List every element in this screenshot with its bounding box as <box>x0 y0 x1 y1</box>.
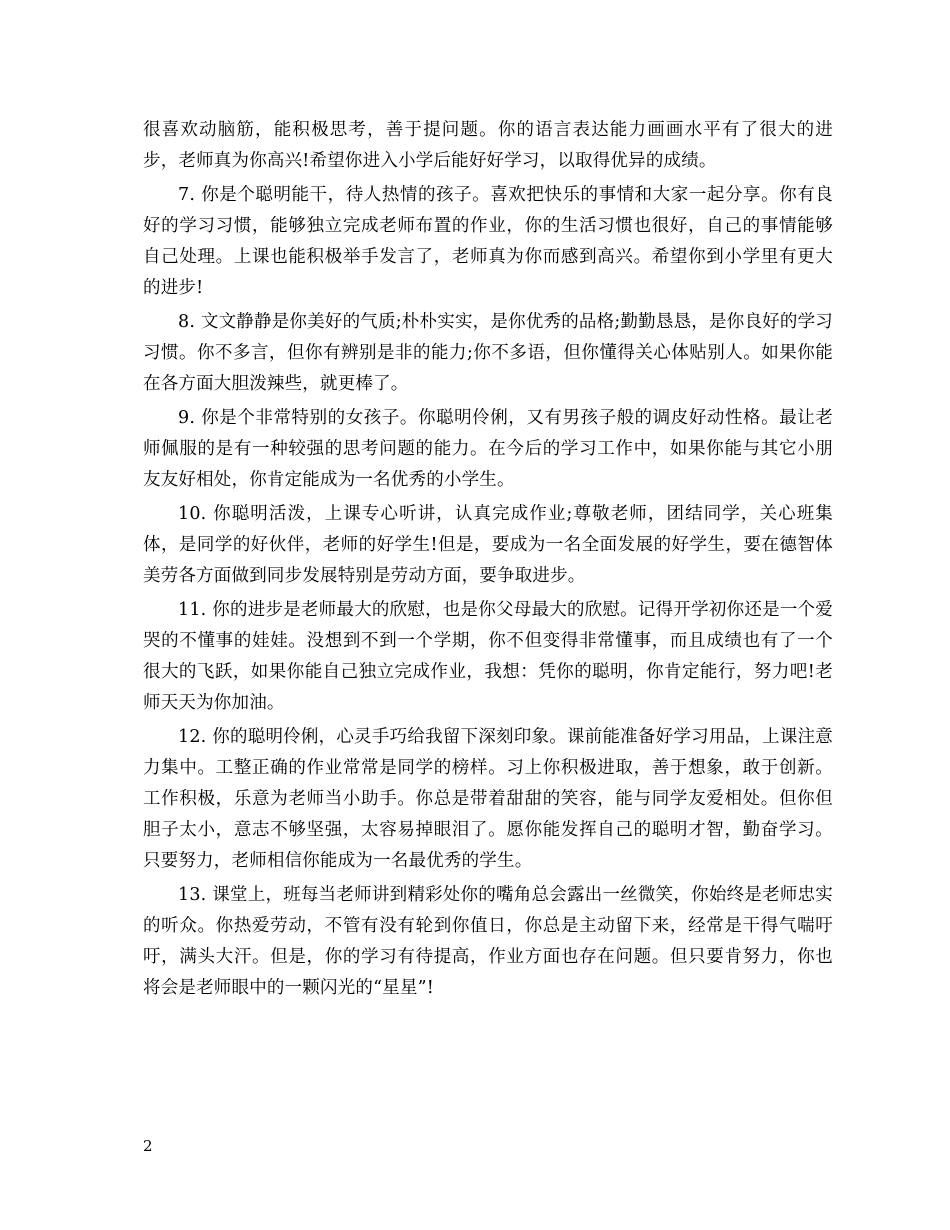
paragraph-item-7: 7. 你是个聪明能干，待人热情的孩子。喜欢把快乐的事情和大家一起分享。你有良好的学习习惯，能够独立完成老师布置的作业，你的生活习惯也很好，自己的事情能够自己处理。上课也能积极举手发言了，老师真为你而感到高兴。希望你到小学里有更大的进步! <box>143 185 833 298</box>
paragraph-item-12: 12. 你的聪明伶俐，心灵手巧给我留下深刻印象。课前能准备好学习用品，上课注意力集中。工整正确的作业常常是同学的榜样。习上你积极进取，善于想象，敢于创新。工作积极，乐意为老师当小助手。你总是带着甜甜的笑容，能与同学友爱相处。但你但胆子太小，意志不够坚强，太容易掉眼泪了。愿你能发挥自己的聪明才智，勤奋学习。只要努力，老师相信你能成为一名最优秀的学生。 <box>143 727 833 871</box>
paragraph-item-11: 11. 你的进步是老师最大的欣慰，也是你父母最大的欣慰。记得开学初你还是一个爱哭的不懂事的娃娃。没想到不到一个学期，你不但变得非常懂事，而且成绩也有了一个很大的飞跃，如果你能自己独立完成作业，我想：凭你的聪明，你肯定能行，努力吧!老师天天为你加油。 <box>143 600 833 713</box>
paragraph-continued: 很喜欢动脑筋，能积极思考，善于提问题。你的语言表达能力画画水平有了很大的进步，老师真为你高兴!希望你进入小学后能好好学习，以取得优异的成绩。 <box>143 120 833 171</box>
paragraph-item-10: 10. 你聪明活泼，上课专心听讲，认真完成作业;尊敬老师，团结同学，关心班集体，是同学的好伙伴，老师的好学生!但是，要成为一名全面发展的好学生，要在德智体美劳各方面做到同步发展特别是劳动方面，要争取进步。 <box>143 504 833 586</box>
document-body <box>143 115 833 1007</box>
paragraph-item-13: 13. 课堂上，班每当老师讲到精彩处你的嘴角总会露出一丝微笑，你始终是老师忠实的听众。你热爱劳动，不管有没有轮到你值日，你总是主动留下来，经常是干得气喘吁吁，满头大汗。但是，你的学习有待提高，作业方面也存在问题。但只要肯努力，你也将会是老师眼中的一颗闪光的“星星”! <box>143 885 833 998</box>
paragraph-item-9: 9. 你是个非常特别的女孩子。你聪明伶俐，又有男孩子般的调皮好动性格。最让老师佩服的是有一种较强的思考问题的能力。在今后的学习工作中，如果你能与其它小朋友友好相处，你肯定能成为一名优秀的小学生。 <box>143 408 833 490</box>
paragraph-item-8: 8. 文文静静是你美好的气质;朴朴实实，是你优秀的品格;勤勤恳恳，是你良好的学习习惯。你不多言，但你有辨别是非的能力;你不多语，但你懂得关心体贴别人。如果你能在各方面大胆泼辣些，就更棒了。 <box>143 312 833 394</box>
page-number: 2 <box>143 1137 153 1155</box>
